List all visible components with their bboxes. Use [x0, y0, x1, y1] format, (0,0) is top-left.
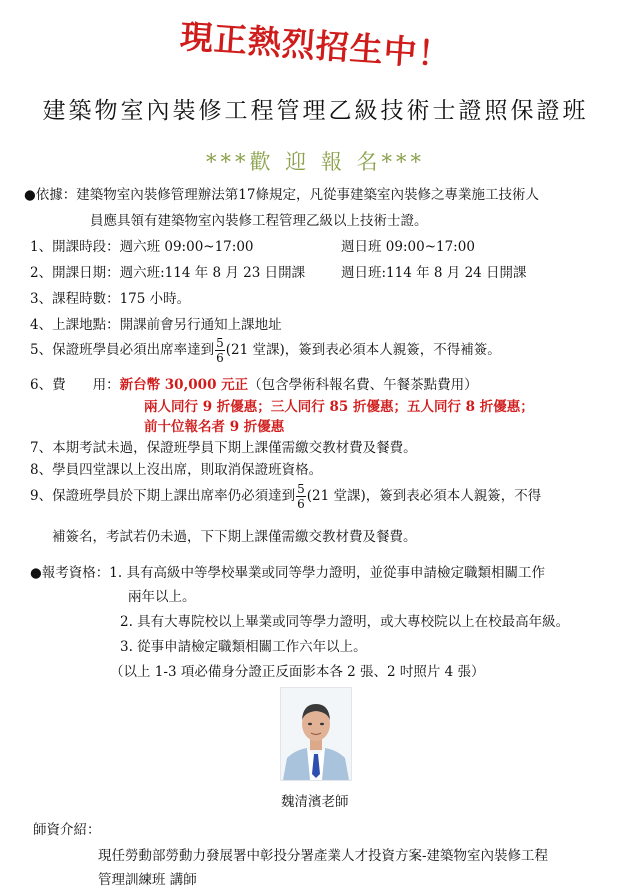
item-7: 7、本期考試未過，保證班學員下期上課僅需繳交教材費及餐費。 — [30, 440, 417, 456]
price: 新台幣 30,000 元正 — [119, 377, 249, 393]
item-2-sunday: 週日班:114 年 8 月 24 日開課 — [341, 265, 527, 281]
teacher-intro-line-2: 管理訓練班 講師 — [98, 872, 197, 888]
item-8: 8、學員四堂課以上沒出席，則取消保證班資格。 — [30, 462, 323, 478]
basis-line-1: ●依據：建築物室內裝修管理辦法第17條規定，凡從事建築室內裝修之專業施工技術人 — [24, 187, 539, 203]
discount-line-2: 前十位報名者 9 折優惠 — [144, 419, 285, 435]
qualification-line-1: ●報考資格：1. 具有高級中等學校畢業或同等學力證明，並從事申請檢定職類相關工作 — [30, 565, 545, 581]
bullet: ● — [24, 187, 36, 203]
item-6: 6、費 用：新台幣 30,000 元正（包含學術科報名費、午餐茶點費用） — [30, 377, 478, 393]
welcome-banner: ***歡 迎 報 名*** — [205, 150, 426, 174]
teacher-name: 魏清濱老師 — [281, 794, 349, 810]
fraction: $\frac{5}{6}$ — [297, 482, 305, 511]
teacher-photo — [280, 687, 352, 781]
item-9-line-2: 補簽名，考試若仍未過，下下期上課僅需繳交教材費及餐費。 — [52, 529, 417, 545]
item-9: 9、保證班學員於下期上課出席率仍必須達到 $\frac{5}{6}$ (21 堂課)，簽到表必須本人親簽，不得 — [30, 482, 542, 511]
item-4: 4、上課地點：開課前會另行通知上課地址 — [30, 317, 282, 333]
fraction: $\frac{5}{6}$ — [216, 336, 224, 365]
discount-line-1: 兩人同行 9 折優惠；三人同行 85 折優惠；五人同行 8 折優惠； — [144, 399, 534, 415]
qualification-2: 2. 具有大專院校以上畢業或同等學力證明，或大專校院以上在校最高年級。 — [120, 614, 570, 630]
teacher-intro-label: 師資介紹： — [33, 822, 101, 838]
headline: 現正熱烈招生中！ — [178, 16, 453, 75]
teacher-intro-line-1: 現任勞動部勞動力發展署中彰投分署產業人才投資方案-建築物室內裝修工程 — [98, 848, 549, 864]
item-1: 1、開課時段：週六班 09:00~17:00 — [30, 239, 254, 255]
bullet: ● — [30, 565, 42, 581]
basis-line-2: 員應具領有建築物室內裝修工程管理乙級以上技術士證。 — [90, 213, 428, 229]
portrait-image — [281, 688, 351, 780]
qualification-1b: 兩年以上。 — [128, 589, 196, 605]
course-title: 建築物室內裝修工程管理乙級技術士證照保證班 — [42, 98, 589, 124]
item-3: 3、課程時數：175 小時。 — [30, 291, 191, 307]
item-2: 2、開課日期：週六班:114 年 8 月 23 日開課 — [30, 265, 306, 281]
item-1-sunday: 週日班 09:00~17:00 — [341, 239, 475, 255]
qualification-3: 3. 從事申請檢定職類相關工作六年以上。 — [120, 639, 367, 655]
item-5: 5、保證班學員必須出席率達到 $\frac{5}{6}$ (21 堂課)，簽到表必須本人親簽，不得補簽。 — [30, 336, 501, 365]
qualification-note: （以上 1-3 項必備身分證正反面影本各 2 張、2 吋照片 4 張） — [110, 664, 485, 680]
